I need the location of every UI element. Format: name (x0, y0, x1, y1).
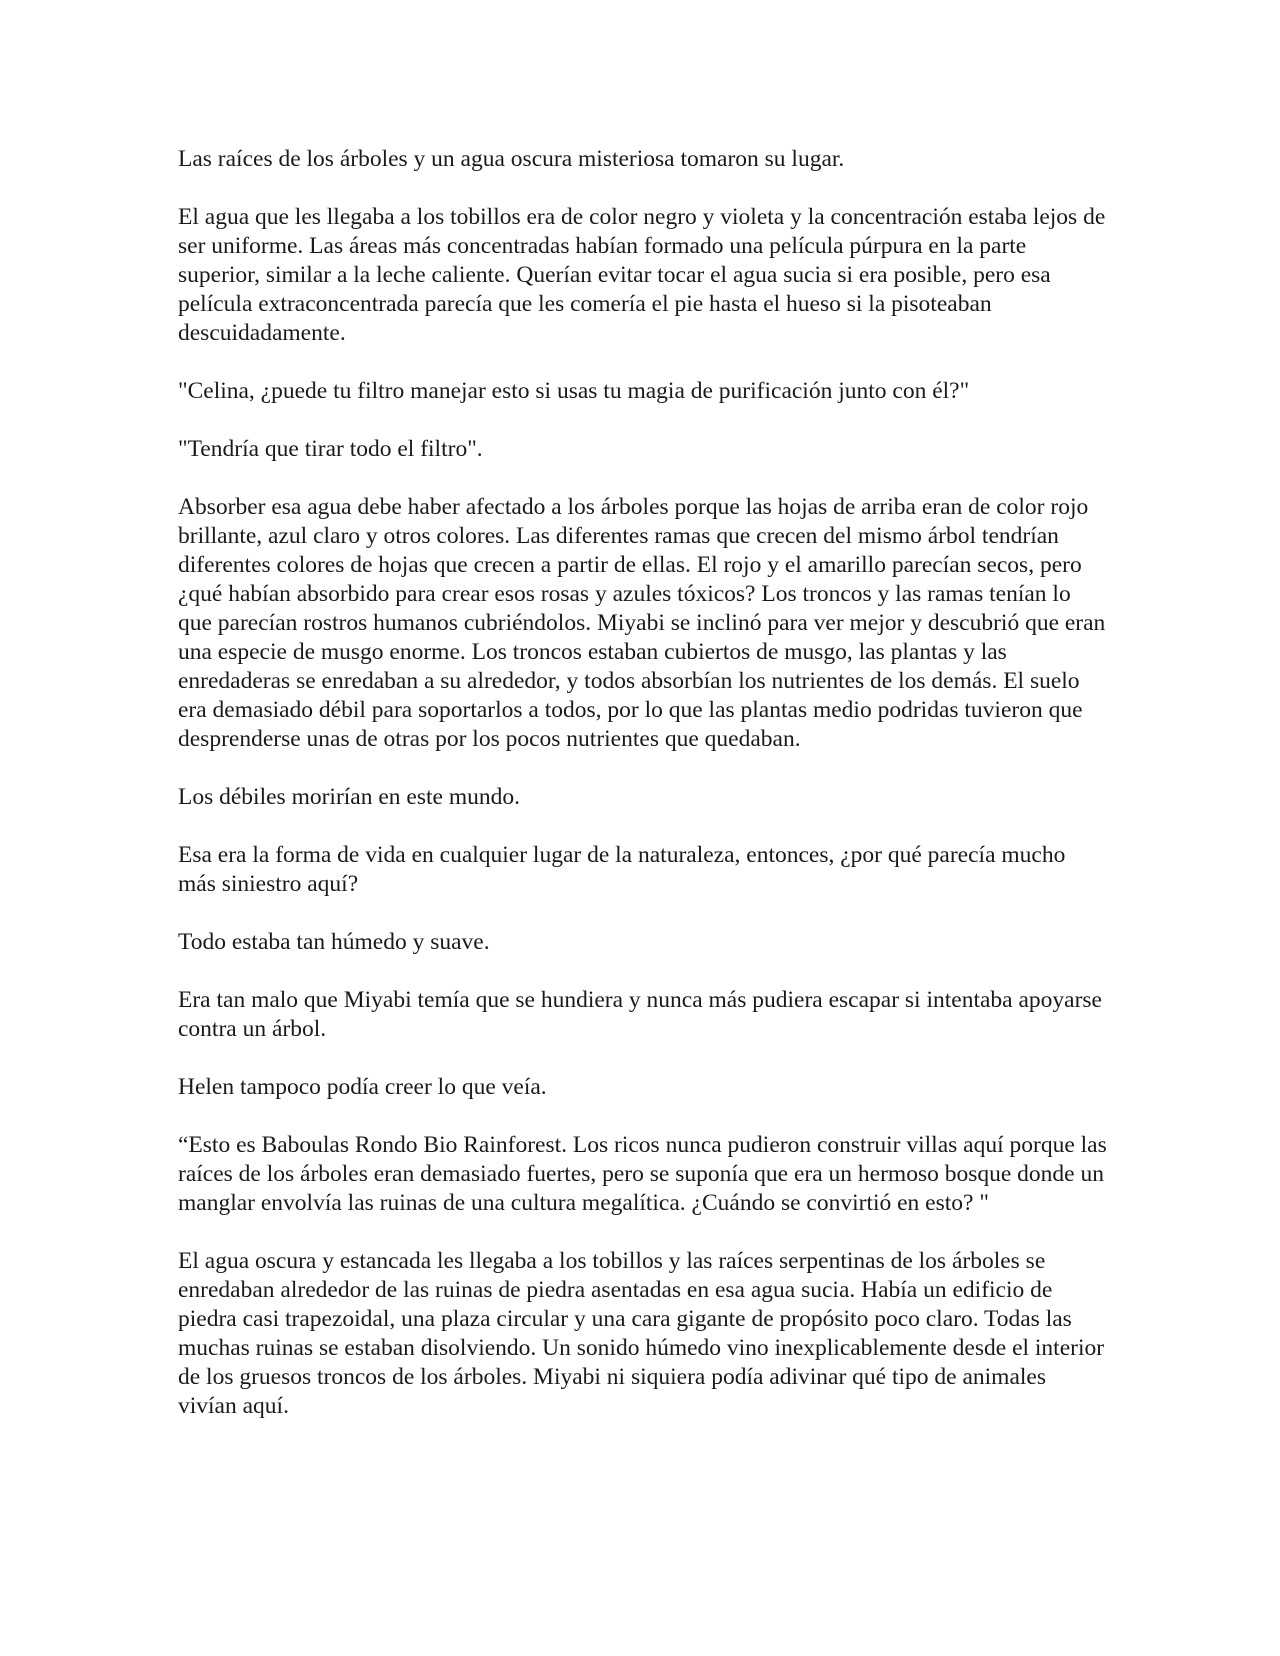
paragraph: El agua oscura y estancada les llegaba a los tobillos y las raíces serpentinas de los árboles se enredaban alrededor de las ruinas de piedra asentadas en esa agua sucia. Había un edificio de piedra casi trapezoidal, una plaza circular y una cara gigante de propósito poco claro. Todas las muchas ruinas se estaban disolviendo. Un sonido húmedo vino inexplicablemente desde el interior de los gruesos troncos de los árboles. Miyabi ni siquiera podía adivinar qué tipo de animales vivían aquí. (178, 1248, 1105, 1419)
paragraph: Esa era la forma de vida en cualquier lugar de la naturaleza, entonces, ¿por qué parecía mucho más siniestro aquí? (178, 842, 1066, 897)
dialogue-paragraph: "Tendría que tirar todo el filtro". (178, 436, 483, 462)
paragraph: Todo estaba tan húmedo y suave. (178, 929, 490, 955)
paragraph: Era tan malo que Miyabi temía que se hundiera y nunca más pudiera escapar si intentaba apoyarse contra un árbol. (178, 987, 1102, 1042)
paragraph: Helen tampoco podía creer lo que veía. (178, 1074, 547, 1100)
paragraph: Absorber esa agua debe haber afectado a los árboles porque las hojas de arriba eran de color rojo brillante, azul claro y otros colores. Las diferentes ramas que crecen del mismo árbol tendrían diferentes colores de hojas que crecen a partir de ellas. El rojo y el amarillo parecían secos, pero ¿qué habían absorbido para crear esos rosas y azules tóxicos? Los troncos y las ramas tenían lo que parecían rostros humanos cubriéndolos. Miyabi se inclinó para ver mejor y descubrió que eran una especie de musgo enorme. Los troncos estaban cubiertos de musgo, las plantas y las enredaderas se enredaban a su alrededor, y todos absorbían los nutrientes de los demás. El suelo era demasiado débil para soportarlos a todos, por lo que las plantas medio podridas tuvieron que desprenderse unas de otras por los pocos nutrientes que quedaban. (178, 494, 1106, 752)
paragraph: El agua que les llegaba a los tobillos era de color negro y violeta y la concentración estaba lejos de ser uniforme. Las áreas más concentradas habían formado una película púrpura en la parte superior, similar a la leche caliente. Querían evitar tocar el agua sucia si era posible, pero esa película extraconcentrada parecía que les comería el pie hasta el hueso si la pisoteaban descuidadamente. (178, 204, 1106, 346)
paragraph: Las raíces de los árboles y un agua oscura misteriosa tomaron su lugar. (178, 146, 845, 172)
paragraph: Los débiles morirían en este mundo. (178, 784, 520, 810)
dialogue-paragraph: "Celina, ¿puede tu filtro manejar esto si usas tu magia de purificación junto con él?" (178, 378, 970, 404)
document-body (178, 145, 1108, 1450)
dialogue-paragraph: “Esto es Baboulas Rondo Bio Rainforest. Los ricos nunca pudieron construir villas aquí porque las raíces de los árboles eran demasiado fuertes, pero se suponía que era un hermoso bosque donde un manglar envolvía las ruinas de una cultura megalítica. ¿Cuándo se convirtió en esto? " (178, 1132, 1107, 1216)
